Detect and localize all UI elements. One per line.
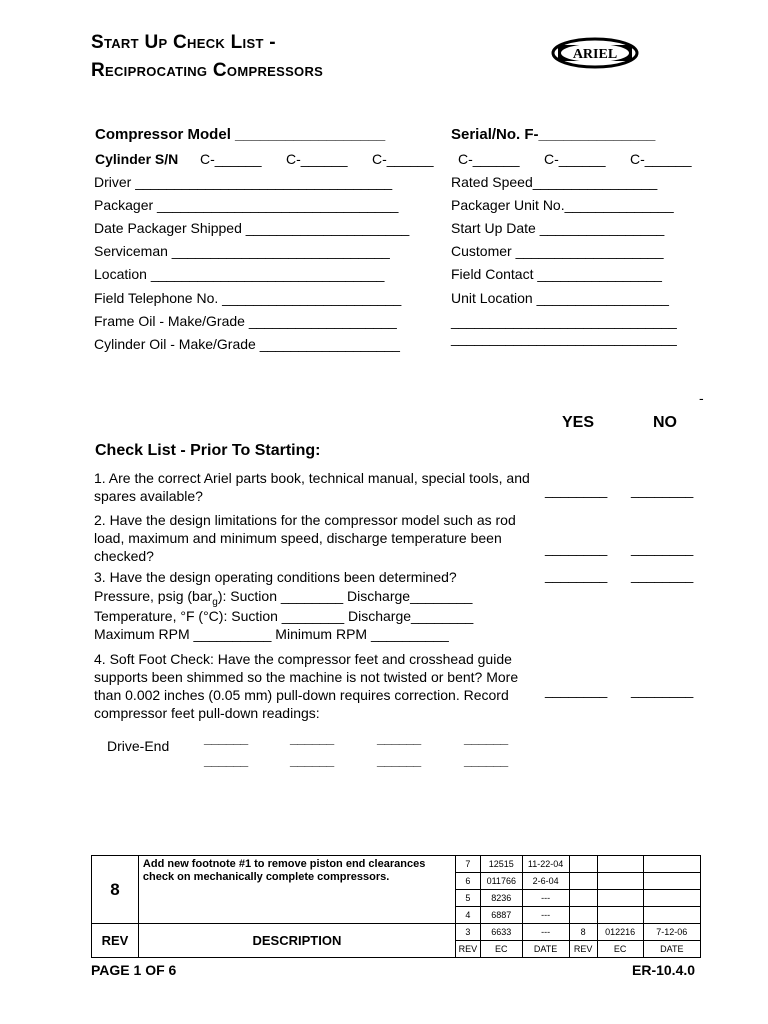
reading-blank: ______: [290, 730, 334, 746]
serviceman-field: Serviceman ____________________________: [94, 243, 390, 259]
start-up-date-field: Start Up Date ________________: [451, 220, 665, 236]
current-rev-number: 8: [92, 856, 139, 924]
rated-speed-field: Rated Speed________________: [451, 174, 658, 190]
table-row: REV EC DATE REV EC DATE: [92, 941, 701, 958]
cylinder-slot: C-______: [200, 151, 262, 167]
svg-text:ARIEL: ARIEL: [572, 47, 618, 62]
rev-header: REV: [92, 924, 139, 958]
ariel-logo: [550, 36, 640, 70]
cylinder-oil-field: Cylinder Oil - Make/Grade __________________: [94, 336, 400, 352]
table-row: 8 Add new footnote #1 to remove piston end clearances check on mechanically complete compressors. 7 12515 11-22-04: [92, 856, 701, 873]
cylinder-sn-label: Cylinder S/N: [95, 151, 179, 167]
table-row: 4 6887 ---: [92, 907, 701, 924]
document-title-line1: Start Up Check List -: [91, 32, 276, 53]
drive-end-label: Drive-End: [107, 738, 170, 754]
customer-field: Customer ___________________: [451, 243, 664, 259]
question-3: 3. Have the design operating conditions been determined?: [94, 569, 457, 585]
page-number: PAGE 1 OF 6: [91, 962, 177, 978]
cylinder-slot: C-______: [372, 151, 434, 167]
stray-mark: -: [699, 390, 704, 406]
yes-column-header: YES: [562, 414, 595, 431]
reading-blank: ______: [377, 730, 421, 746]
frame-oil-field: Frame Oil - Make/Grade ___________________: [94, 313, 397, 329]
serial-no-field: Serial/No. F-______________: [451, 126, 656, 143]
field-contact-field: Field Contact ________________: [451, 266, 662, 282]
location-field: Location ______________________________: [94, 266, 385, 282]
checklist-heading: Check List - Prior To Starting:: [95, 442, 321, 459]
no-column-header: NO: [653, 414, 677, 431]
q3-pressure-line: Pressure, psig (bar$_g$): Suction ________ Discharge________: [94, 588, 473, 608]
reading-blank: ______: [290, 752, 334, 768]
driver-field: Driver _________________________________: [94, 174, 393, 190]
reading-blank: ______: [464, 730, 508, 746]
table-row: 5 8236 ---: [92, 890, 701, 907]
question-4: 4. Soft Foot Check: Have the compressor feet and crosshead guide supports been shimmed so the machine is not twisted or bent? More than 0.002 inches (0.05 mm) pull-down requires correction. Record compressor feet pull-down readings:: [94, 651, 519, 721]
q3-rpm-line: Maximum RPM __________ Minimum RPM __________: [94, 626, 449, 642]
document-title-line2: Reciprocating Compressors: [91, 60, 324, 81]
q1-yes-blank: ________: [545, 482, 608, 498]
reading-blank: ______: [377, 752, 421, 768]
packager-unit-no-field: Packager Unit No.______________: [451, 197, 674, 213]
q2-no-blank: ________: [631, 540, 694, 556]
revision-table: [91, 855, 701, 958]
unit-location-field: Unit Location _________________: [451, 290, 669, 306]
q1-no-blank: ________: [631, 482, 694, 498]
packager-field: Packager _______________________________: [94, 197, 399, 213]
document-number: ER-10.4.0: [632, 962, 696, 978]
reading-blank: ______: [204, 730, 248, 746]
cylinder-slot: C-______: [286, 151, 348, 167]
question-1: 1. Are the correct Ariel parts book, technical manual, special tools, and spares available?: [94, 470, 530, 504]
blank-field: _____________________________: [451, 313, 677, 329]
field-telephone-field: Field Telephone No. _______________________: [94, 290, 402, 306]
question-2: 2. Have the design limitations for the compressor model such as rod load, maximum and minimum speed, discharge temperature been checked?: [94, 512, 516, 564]
q4-no-blank: ________: [631, 682, 694, 698]
table-row: 6 011766 2-6-04: [92, 873, 701, 890]
q3-temperature-line: Temperature, °F (°C): Suction ________ Discharge________: [94, 608, 474, 624]
description-header: DESCRIPTION: [138, 924, 455, 958]
revision-description: Add new footnote #1 to remove piston end clearances check on mechanically complete compressors.: [138, 856, 455, 924]
q3-yes-blank: ________: [545, 567, 608, 583]
cylinder-slot: C-______: [544, 151, 606, 167]
date-packager-shipped-field: Date Packager Shipped _____________________: [94, 220, 410, 236]
blank-field: _____________________________: [451, 330, 677, 346]
cylinder-slot: C-______: [458, 151, 520, 167]
q3-no-blank: ________: [631, 567, 694, 583]
cylinder-slot: C-______: [630, 151, 692, 167]
reading-blank: ______: [464, 752, 508, 768]
reading-blank: ______: [204, 752, 248, 768]
compressor-model-field: Compressor Model __________________: [95, 126, 386, 143]
table-row: REV DESCRIPTION 3 6633 --- 8 012216 7-12-06: [92, 924, 701, 941]
q4-yes-blank: ________: [545, 682, 608, 698]
q2-yes-blank: ________: [545, 540, 608, 556]
